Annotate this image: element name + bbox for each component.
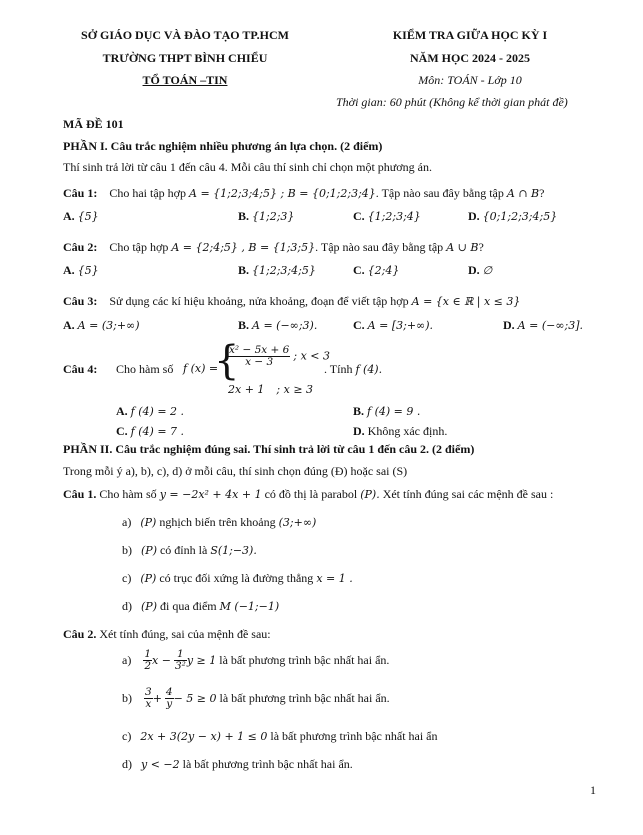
question-text: Cho tập hợp [109, 240, 169, 254]
question-math: A ∪ B [446, 241, 479, 254]
question-text: Cho hàm số [116, 362, 174, 376]
option-b[interactable]: B. {1;2;3;4;5} [238, 263, 316, 277]
question-2 [63, 240, 484, 255]
option-c[interactable]: C. A = [3;+∞). [353, 318, 433, 332]
header-year: NĂM HỌC 2024 - 2025 [410, 51, 530, 65]
option-d[interactable]: D. {0;1;2;3;4;5} [468, 209, 558, 223]
option-a[interactable]: A. f (4) = 2 . [116, 404, 185, 418]
option-c[interactable]: C. {2;4} [353, 263, 400, 277]
header-exam: KIỂM TRA GIỮA HỌC KỲ I [392, 28, 548, 42]
option-c[interactable]: C. {1;2;3;4} [353, 209, 421, 223]
option-b[interactable]: B. f (4) = 9 . [353, 404, 421, 418]
option-d[interactable]: D. A = (−∞;3]. [503, 318, 583, 332]
question-text: Sử dụng các kí hiệu khoảng, nửa khoảng, đoạn để viết tập hợp [109, 294, 409, 308]
function-name: f (x) = [183, 362, 219, 375]
statement-c[interactable]: c) (P) có trục đối xứng là đường thẳng x = 1 . [122, 571, 353, 585]
case-2: 2x + 1 ; x ≥ 3 [228, 383, 314, 396]
statement-a[interactable]: a) $\frac{1}{2}$ x − $\frac{1}{\text{3²}}$ y ≥ 1 là bất phương trình bậc nhất hai ẩn. [122, 648, 390, 673]
option-b[interactable]: B. A = (−∞;3). [238, 318, 318, 332]
brace-symbol: { [214, 338, 240, 384]
exam-code: MÃ ĐỀ 101 [63, 117, 124, 131]
option-d[interactable]: D. ∅ [468, 263, 493, 277]
part2-title: PHẦN II. Câu trắc nghiệm đúng sai. Thí sinh trả lời từ câu 1 đến câu 2. (2 điểm) [63, 442, 475, 456]
question-text: Cho hai tập hợp [109, 186, 187, 200]
option-a[interactable]: A. {5} [63, 263, 99, 277]
statement-d[interactable]: d) y < −2 là bất phương trình bậc nhất hai ẩn. [122, 757, 353, 771]
question-2: Câu 2. Xét tính đúng, sai của mệnh đề sau: [63, 627, 271, 641]
question-label: Câu 3: [63, 294, 98, 308]
question-label: Câu 4: [63, 362, 98, 376]
statement-c[interactable]: c) 2x + 3(2y − x) + 1 ≤ 0 là bất phương trình bậc nhất hai ẩn [122, 729, 438, 743]
part1-instruction: Thí sinh trả lời từ câu 1 đến câu 4. Mỗi câu thí sinh chỉ chọn một phương án. [63, 160, 432, 174]
question-math: A = {1;2;3;4;5} ; B = {0;1;2;3;4} [189, 187, 376, 200]
question-text: ? [539, 186, 545, 200]
case-1: $\frac{\text{x² − 5x + 6}}{x - 3}$ ; x < 3 [229, 344, 330, 369]
header-group: TỔ TOÁN –TIN [142, 73, 228, 87]
statement-b[interactable]: b) $\frac{3}{x}$ + $\frac{4}{y}$ − 5 ≥ 0 là bất phương trình bậc nhất hai ẩn. [122, 686, 390, 711]
page-number: 1 [590, 783, 596, 797]
option-d[interactable]: D. Không xác định. [353, 424, 448, 438]
option-b[interactable]: B. {1;2;3} [238, 209, 295, 223]
question-text: ? [478, 240, 484, 254]
header-subject: Môn: TOÁN - Lớp 10 [418, 73, 522, 87]
question-3 [63, 294, 520, 309]
question-1 [63, 186, 544, 201]
question-math: A = {x ∈ ℝ | x ≤ 3} [411, 295, 521, 308]
question-text: . Tập nào sau đây bằng tập [315, 240, 444, 254]
question-text: . Tập nào sau đây bằng tập [375, 186, 504, 200]
header-time: Thời gian: 60 phút (Không kể thời gian phát đề) [336, 95, 568, 109]
statement-b[interactable]: b) (P) có đỉnh là S(1;−3). [122, 543, 257, 557]
question-math: A ∩ B [506, 187, 540, 200]
question-label: Câu 2: [63, 240, 98, 254]
question-label: Câu 2. [63, 627, 97, 641]
option-c[interactable]: C. f (4) = 7 . [116, 424, 185, 438]
question-label: Câu 1: [63, 186, 98, 200]
header-school: TRƯỜNG THPT BÌNH CHIỂU [102, 51, 268, 65]
option-a[interactable]: A. {5} [63, 209, 99, 223]
part1-title: PHẦN I. Câu trắc nghiệm nhiều phương án lựa chọn. (2 điểm) [63, 139, 383, 153]
question-text: . Tính f (4). [324, 362, 383, 376]
question-label: Câu 1. [63, 487, 97, 501]
statement-a[interactable]: a) (P) nghịch biến trên khoảng (3;+∞) [122, 515, 317, 529]
question-1: Câu 1. Cho hàm số y = −2x² + 4x + 1 có đồ thị là parabol (P). Xét tính đúng sai các mệnh đề sau : [63, 487, 554, 501]
statement-d[interactable]: d) (P) đi qua điểm M (−1;−1) [122, 599, 280, 613]
option-a[interactable]: A. A = (3;+∞) [63, 318, 140, 332]
part2-instruction: Trong mỗi ý a), b), c), d) ở mỗi câu, thí sinh chọn đúng (Đ) hoặc sai (S) [63, 464, 408, 478]
question-math: A = {2;4;5} , B = {1;3;5} [171, 241, 316, 254]
header-dept: SỞ GIÁO DỤC VÀ ĐÀO TẠO TP.HCM [81, 28, 289, 42]
